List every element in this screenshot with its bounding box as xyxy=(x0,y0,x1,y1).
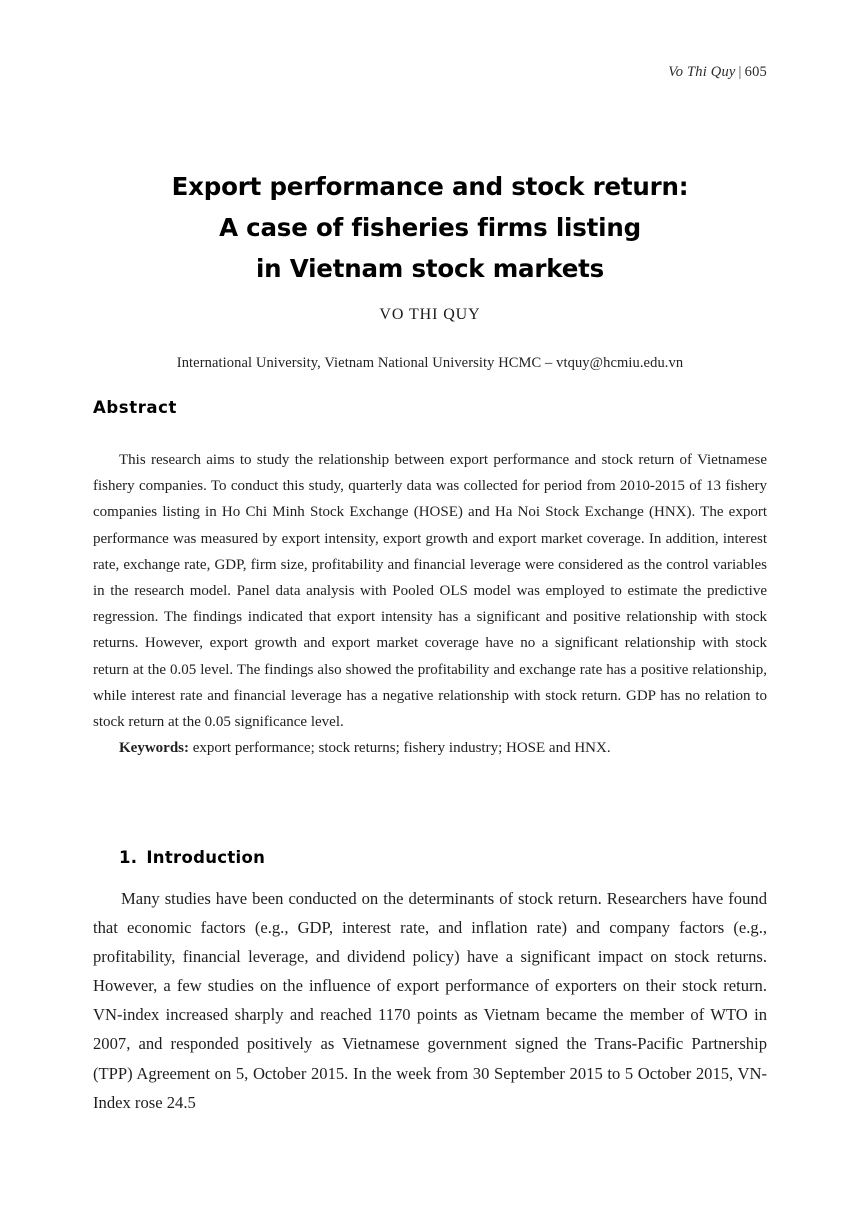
page-title xyxy=(93,166,767,289)
title-line-3: in Vietnam stock markets xyxy=(255,254,605,284)
keywords-value: export performance; stock returns; fishery industry; HOSE and HNX. xyxy=(189,740,611,757)
author-name: VO THI QUY xyxy=(379,306,481,323)
running-head-author: Vo Thi Quy xyxy=(668,64,736,80)
title-line-1: Export performance and stock return: xyxy=(171,172,689,202)
introduction-paragraph: Many studies have been conducted on the determinants of stock return. Researchers have found that economic factors (e.g., GDP, interest rate, and inflation rate) and company factors (e.g., profitability, financial leverage, and dividend policy) have a significant impact on stock returns. However, a few studies on the influence of export performance of exporters on their stock return. VN-index increased sharply and reached 1170 points as Vietnam became the member of WTO in 2007, and responded positively as Vietnamese government signed the Trans-Pacific Partnership (TPP) Agreement on 5, October 2015. In the week from 30 September 2015 to 5 October 2015, VN-Index rose 24.5 xyxy=(93,889,767,1112)
abstract-heading: Abstract xyxy=(93,398,178,417)
page-number: 605 xyxy=(744,64,767,80)
abstract-paragraph: This research aims to study the relationship between export performance and stock return of Vietnamese fishery companies. To conduct this study, quarterly data was collected for period from 2010-2015 of 13 fishery companies listing in Ho Chi Minh Stock Exchange (HOSE) and Ha Noi Stock Exchange (HNX). The export performance was measured by export intensity, export growth and export market coverage. In addition, interest rate, exchange rate, GDP, firm size, profitability and financial leverage were considered as the control variables in the research model. Panel data analysis with Pooled OLS model was employed to estimate the predictive regression. The findings indicated that export intensity has a significant and positive relationship with stock returns. However, export growth and export market coverage have no a significant relationship with stock return at the 0.05 level. The findings also showed the profitability and exchange rate has a positive relationship, while interest rate and financial leverage has a negative relationship with stock return. GDP has no relation to stock return at the 0.05 significance level. xyxy=(93,452,767,731)
keywords-label: Keywords: xyxy=(119,740,189,757)
running-head-separator: | xyxy=(738,64,742,80)
section-title: Introduction xyxy=(146,847,266,867)
section-number: 1. xyxy=(119,847,138,867)
introduction-body xyxy=(93,884,767,1117)
title-line-2: A case of fisheries firms listing xyxy=(219,213,641,243)
section-heading-introduction xyxy=(119,848,265,867)
abstract-body xyxy=(93,447,767,761)
author-affiliation: International University, Vietnam National University HCMC – vtquy@hcmiu.edu.vn xyxy=(176,355,684,371)
running-head xyxy=(668,64,767,81)
keywords-line xyxy=(93,735,767,761)
